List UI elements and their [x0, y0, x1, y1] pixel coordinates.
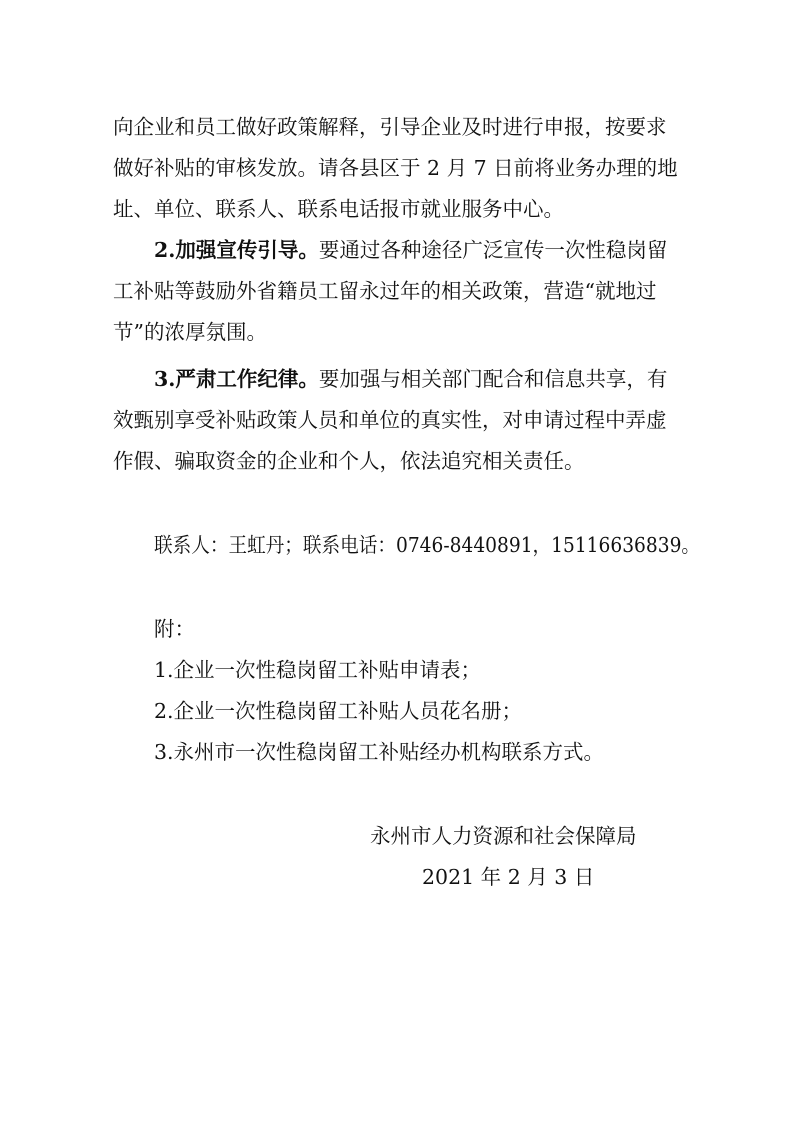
- contact-info: 联系人：王虹丹；联系电话：0746-8440891，15116636839。: [154, 533, 701, 557]
- attachments-label: 附：: [154, 617, 195, 641]
- attachment-item-1: 1.企业一次性稳岗留工补贴申请表；: [154, 658, 482, 682]
- paragraph-2-line-3: 节”的浓厚氛围。: [113, 320, 267, 344]
- paragraph-1-line-2: 做好补贴的审核发放。请各县区于 2 月 7 日前将业务办理的地: [113, 156, 678, 180]
- paragraph-3-first-line: [154, 369, 667, 390]
- paragraph-3-heading: 3.严肃工作纪律。: [154, 367, 319, 391]
- paragraph-2-heading: 2.加强宣传引导。: [154, 238, 319, 262]
- attachment-item-3: 3.永州市一次性稳岗留工补贴经办机构联系方式。: [154, 740, 605, 764]
- paragraph-2-first-line: [154, 240, 667, 261]
- paragraph-1-line-3: 址、单位、联系人、联系电话报市就业服务中心。: [113, 197, 564, 221]
- paragraph-3-line-3: 作假、骗取资金的企业和个人，依法追究相关责任。: [113, 449, 585, 473]
- paragraph-1-line-1: 向企业和员工做好政策解释，引导企业及时进行申报，按要求: [113, 115, 667, 139]
- issuing-organization: 永州市人力资源和社会保障局: [370, 824, 637, 848]
- paragraph-3-line-2: 效甄别享受补贴政策人员和单位的真实性，对申请过程中弄虚: [113, 408, 667, 432]
- paragraph-2-line-2: 工补贴等鼓励外省籍员工留永过年的相关政策，营造“就地过: [113, 279, 657, 303]
- paragraph-3-line-1: 要加强与相关部门配合和信息共享，有: [318, 367, 668, 391]
- issue-date: 2021 年 2 月 3 日: [422, 865, 595, 889]
- attachment-item-2: 2.企业一次性稳岗留工补贴人员花名册；: [154, 699, 523, 723]
- paragraph-2-line-1: 要通过各种途径广泛宣传一次性稳岗留: [318, 238, 668, 262]
